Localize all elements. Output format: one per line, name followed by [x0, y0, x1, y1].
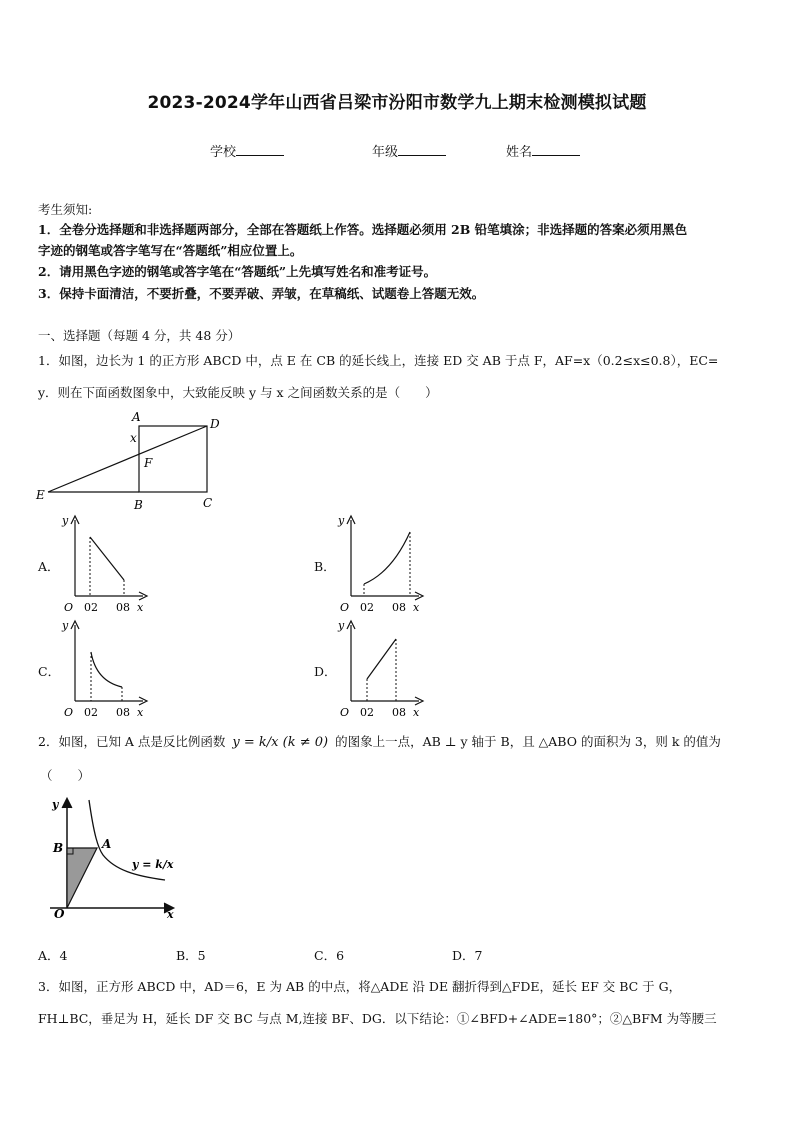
q2-line2: （ ） [40, 768, 91, 783]
label-x: x [130, 431, 137, 445]
school-field[interactable] [210, 141, 284, 160]
school-label: 学校 [210, 145, 237, 160]
q2-label-y: y [52, 798, 59, 811]
graph-c-o: O [64, 706, 74, 719]
q3-line2: FH⊥BC，垂足为 H，延长 DF 交 BC 与点 M,连接 BF、DG．以下结论：①∠BFD+∠ADE=180°；②△BFM 为等腰三 [38, 1011, 717, 1026]
graph-d-t1: 02 [360, 706, 374, 719]
q2-choice-b[interactable]: B．5 [176, 948, 206, 963]
graph-c-t1: 02 [84, 706, 98, 719]
notice-item-1b: 字迹的钢笔或答字笔写在“答题纸”相应位置上。 [38, 243, 303, 258]
graph-d-t2: 08 [392, 706, 406, 719]
notice-heading: 考生须知: [38, 202, 93, 217]
q2-label-x: x [167, 908, 174, 921]
graph-b-t1: 02 [360, 601, 374, 614]
q1-line1: 1．如图，边长为 1 的正方形 ABCD 中，点 E 在 CB 的延长线上，连接 ED 交 AB 于点 F，AF=x（0.2≤x≤0.8），EC= [38, 353, 719, 368]
q1-option-d-label[interactable]: D． [314, 664, 337, 679]
graph-a-y: y [62, 514, 69, 527]
segment-ed [48, 426, 207, 492]
graph-a-x: x [137, 601, 144, 614]
graph-b-t2: 08 [392, 601, 406, 614]
triangle-abo [67, 848, 97, 908]
notice-item-3: 3．保持卡面清洁，不要折叠，不要弄破、弄皱，在草稿纸、试题卷上答题无效。 [38, 286, 485, 301]
graph-d-x: x [413, 706, 420, 719]
label-c: C [203, 496, 213, 510]
graph-c-t2: 08 [116, 706, 130, 719]
q2-label-a: A [102, 837, 112, 851]
label-d: D [210, 417, 220, 431]
label-b: B [134, 498, 143, 512]
graph-b-y: y [338, 514, 345, 527]
graph-d-y: y [338, 619, 345, 632]
q1-graph-c[interactable] [58, 615, 158, 721]
q2-label-o: O [54, 907, 65, 921]
page-title: 2023-2024学年山西省吕梁市汾阳市数学九上期末检测模拟试题 [147, 93, 647, 113]
q1-line2: y．则在下面函数图象中，大致能反映 y 与 x 之间函数关系的是（ ） [38, 385, 438, 400]
name-label: 姓名 [506, 145, 533, 160]
graph-a-curve [90, 537, 124, 580]
grade-label: 年级 [372, 145, 399, 160]
grade-blank[interactable] [398, 143, 446, 156]
label-f: F [144, 456, 153, 470]
notice-item-2: 2．请用黑色字迹的钢笔或答字笔在“答题纸”上先填写姓名和准考证号。 [38, 264, 437, 279]
graph-d-o: O [340, 706, 350, 719]
q1-option-c-label[interactable]: C． [38, 664, 61, 679]
graph-b-curve [364, 532, 410, 584]
q2-choice-a[interactable]: A．4 [38, 948, 68, 963]
graph-a-o: O [64, 601, 74, 614]
q2-figure [40, 790, 185, 930]
q2-line1 [38, 732, 721, 753]
q3-line1: 3．如图，正方形 ABCD 中，AD＝6，E 为 AB 的中点，将△ADE 沿 DE 翻折得到△FDE，延长 EF 交 BC 于 G， [38, 979, 682, 994]
q2-choice-c[interactable]: C．6 [314, 948, 345, 963]
q1-graph-d[interactable] [334, 615, 434, 721]
q1-graph-b[interactable] [334, 510, 434, 616]
graph-d-curve [367, 639, 396, 679]
q2-text-b: 的图象上一点，AB ⊥ y 轴于 B，且 △ABO 的面积为 3，则 k 的值为 [335, 734, 721, 749]
graph-b-o: O [340, 601, 350, 614]
q2-formula: y = k/x (k ≠ 0) [232, 735, 329, 750]
q1-square-figure [30, 408, 230, 513]
graph-a-t2: 08 [116, 601, 130, 614]
notice-item-1a: 1．全卷分选择题和非选择题两部分，全部在答题纸上作答。选择题必须用 2B 铅笔填涂；非选择题的答案必须用黑色 [38, 222, 688, 237]
graph-a-t1: 02 [84, 601, 98, 614]
graph-c-y: y [62, 619, 69, 632]
graph-b-x: x [413, 601, 420, 614]
q2-curve-label: y = k/x [132, 858, 174, 871]
q1-graph-a[interactable] [58, 510, 158, 616]
graph-c-x: x [137, 706, 144, 719]
label-e: E [36, 488, 45, 502]
q1-option-b-label[interactable]: B． [314, 559, 336, 574]
q2-choice-d[interactable]: D．7 [452, 948, 483, 963]
section-heading: 一、选择题（每题 4 分，共 48 分） [38, 328, 241, 343]
label-a: A [132, 410, 141, 424]
q1-option-a-label[interactable]: A． [38, 559, 60, 574]
grade-field[interactable] [372, 141, 446, 160]
school-blank[interactable] [236, 143, 284, 156]
name-blank[interactable] [532, 143, 580, 156]
graph-c-curve [91, 652, 122, 687]
q2-text-a: 2．如图，已知 A 点是反比例函数 [38, 734, 226, 749]
q2-label-b: B [53, 841, 64, 855]
name-field[interactable] [506, 141, 580, 160]
